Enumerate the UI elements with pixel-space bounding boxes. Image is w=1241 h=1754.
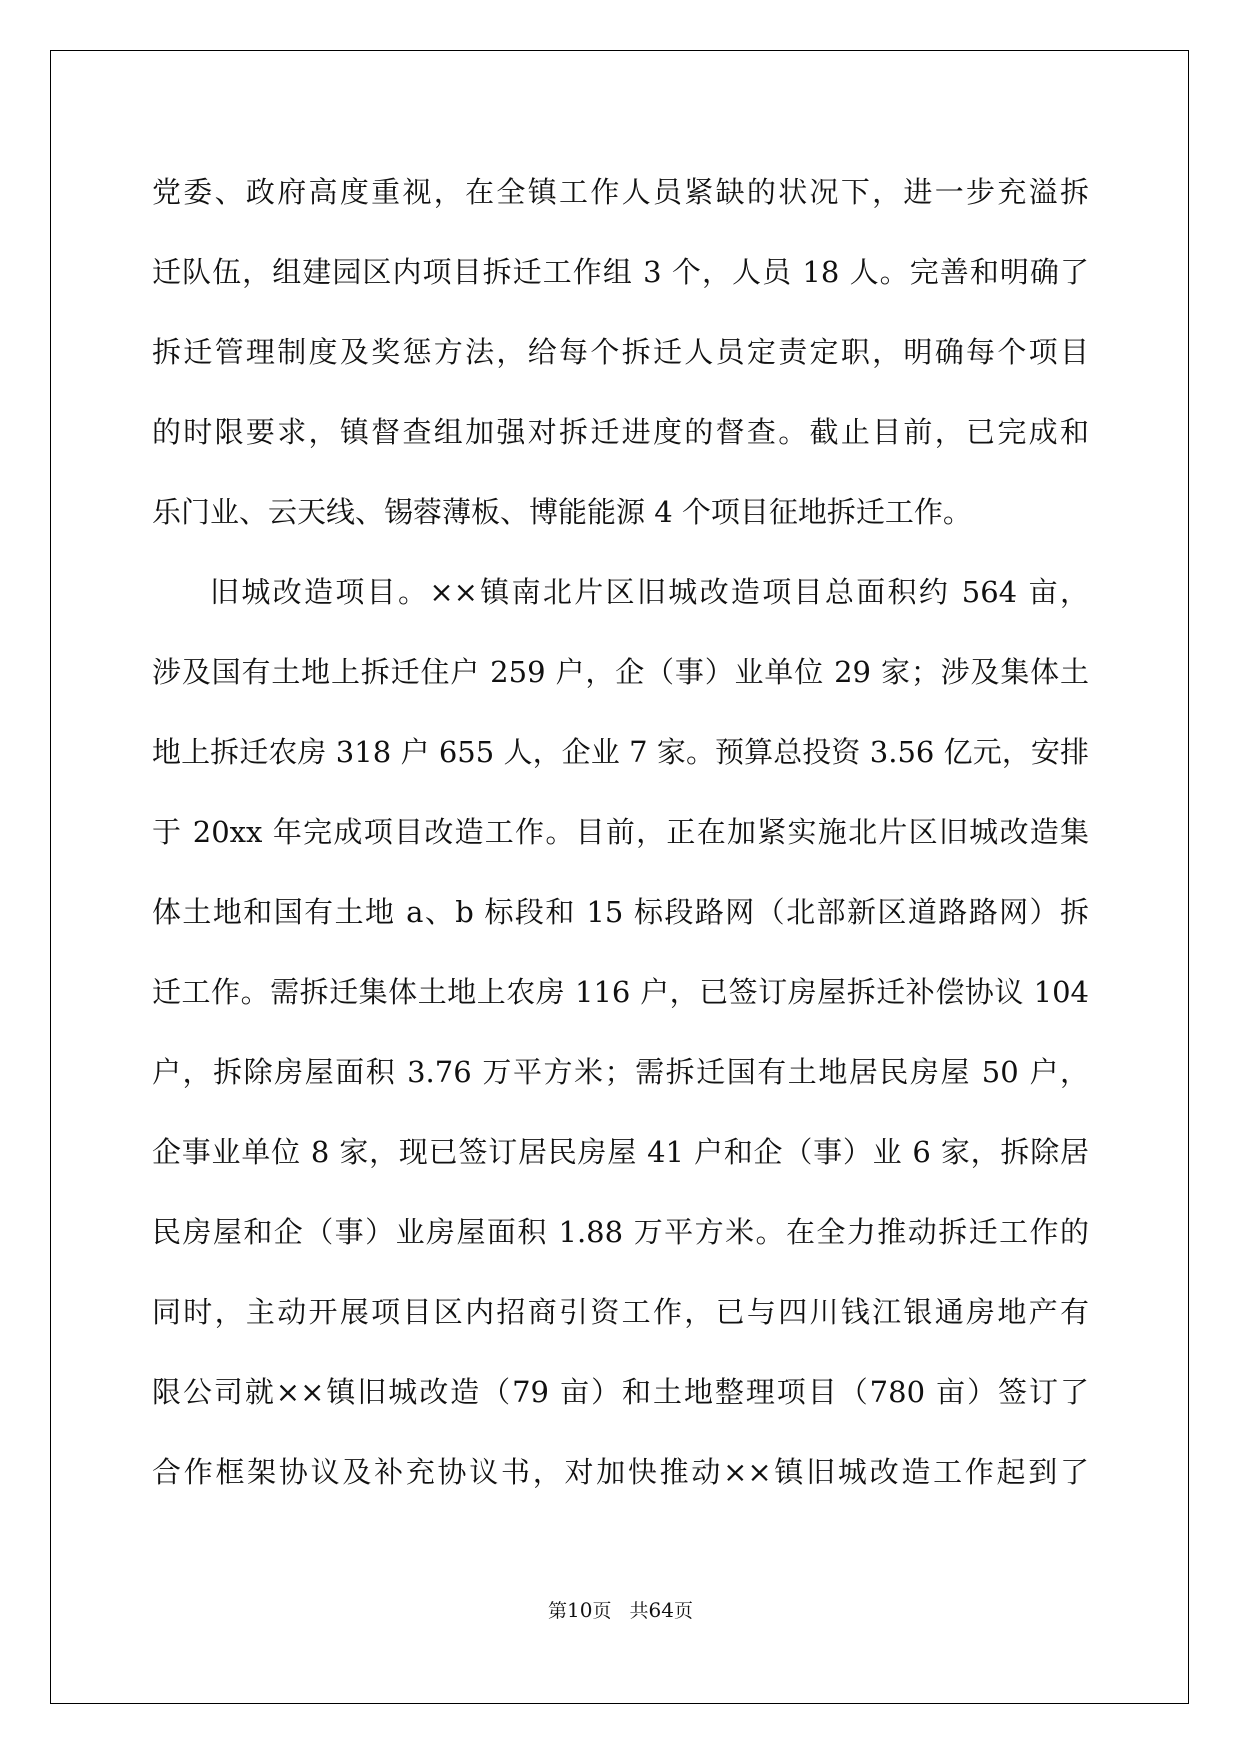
page-footer — [0, 1596, 1241, 1623]
text-line: 迁工作。需拆迁集体土地上农房 116 户，已签订房屋拆迁补偿协议 104 — [152, 975, 1089, 1009]
text-line: 乐门业、云天线、锡蓉薄板、博能能源 4 个项目征地拆迁工作。 — [152, 495, 972, 529]
text-line: 于 20xx 年完成项目改造工作。目前，正在加紧实施北片区旧城改造集 — [152, 815, 1089, 849]
text-line: 同时，主动开展项目区内招商引资工作，已与四川钱江银通房地产有 — [152, 1295, 1089, 1329]
text-line: 党委、政府高度重视，在全镇工作人员紧缺的状况下，进一步充溢拆 — [152, 175, 1089, 209]
page-number: 10 — [567, 1598, 593, 1622]
text-line: 户，拆除房屋面积 3.76 万平方米；需拆迁国有土地居民房屋 50 户， — [152, 1055, 1089, 1089]
page-suffix: 页 — [592, 1600, 612, 1622]
text-line: 旧城改造项目。××镇南北片区旧城改造项目总面积约 564 亩， — [210, 575, 1089, 609]
text-line: 迁队伍，组建园区内项目拆迁工作组 3 个，人员 18 人。完善和明确了 — [152, 255, 1089, 289]
document-body — [152, 152, 1089, 1512]
total-suffix: 页 — [673, 1600, 693, 1622]
page-prefix: 第 — [548, 1600, 568, 1622]
total-prefix: 共 — [629, 1600, 649, 1622]
total-pages: 64 — [648, 1598, 674, 1622]
text-line: 涉及国有土地上拆迁住户 259 户，企（事）业单位 29 家；涉及集体土 — [152, 655, 1089, 689]
text-line: 体土地和国有土地 a、b 标段和 15 标段路网（北部新区道路路网）拆 — [152, 895, 1089, 929]
text-line: 拆迁管理制度及奖惩方法，给每个拆迁人员定责定职，明确每个项目 — [152, 335, 1089, 369]
text-line: 企事业单位 8 家，现已签订居民房屋 41 户和企（事）业 6 家，拆除居 — [152, 1135, 1089, 1169]
text-line: 合作框架协议及补充协议书，对加快推动××镇旧城改造工作起到了 — [152, 1455, 1089, 1489]
text-line: 限公司就××镇旧城改造（79 亩）和土地整理项目（780 亩）签订了 — [152, 1375, 1089, 1409]
text-line: 地上拆迁农房 318 户 655 人，企业 7 家。预算总投资 3.56 亿元，安排 — [152, 735, 1089, 769]
text-line: 的时限要求，镇督查组加强对拆迁进度的督查。截止目前，已完成和 — [152, 415, 1089, 449]
text-line: 民房屋和企（事）业房屋面积 1.88 万平方米。在全力推动拆迁工作的 — [152, 1215, 1089, 1249]
